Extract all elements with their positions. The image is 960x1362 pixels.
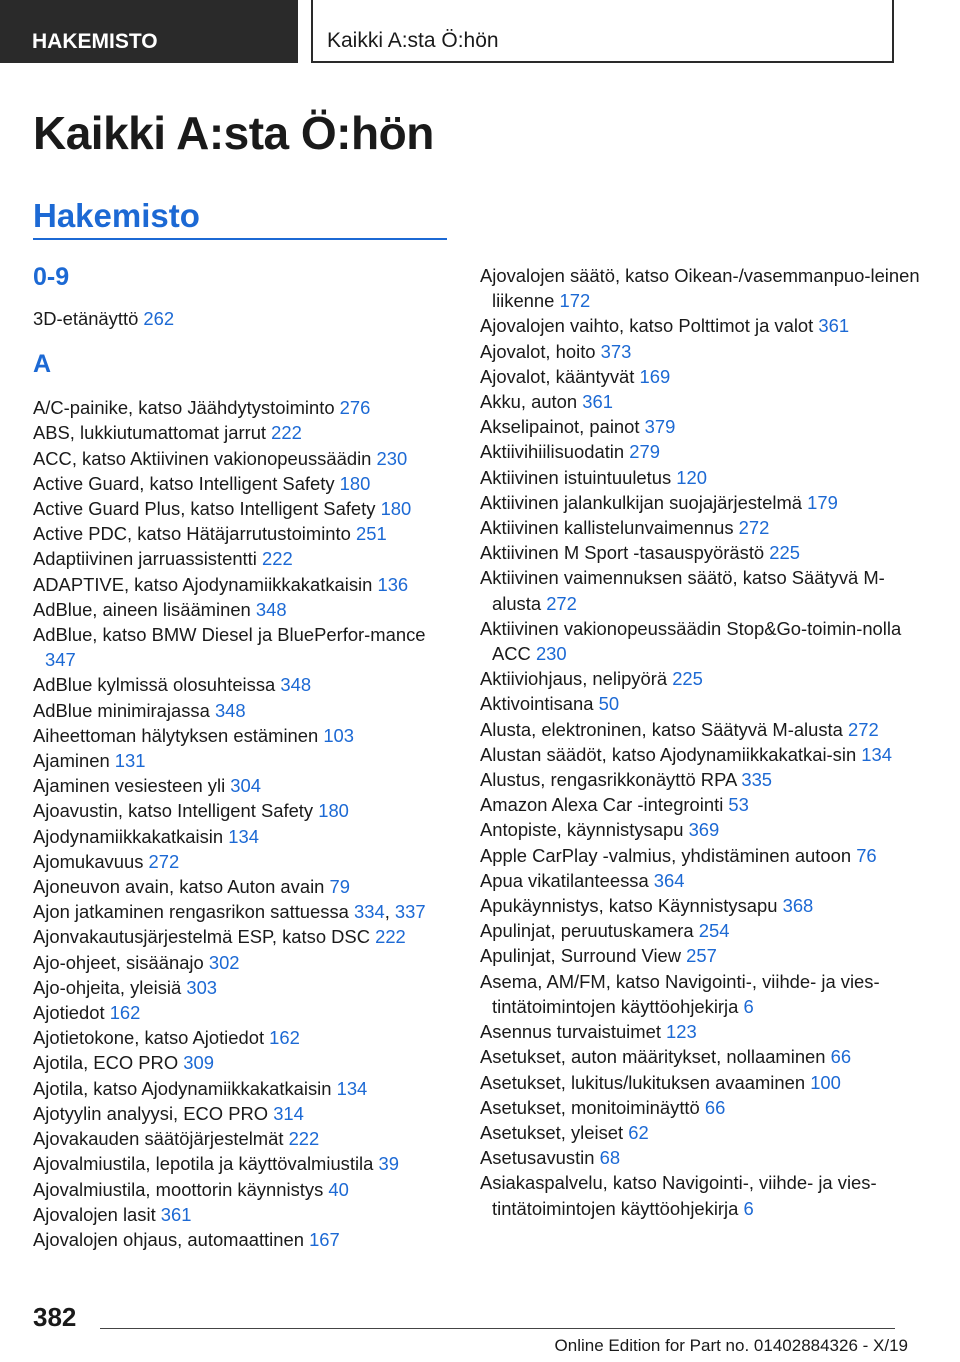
page-reference-link[interactable]: 62 (628, 1121, 649, 1143)
index-entry (480, 691, 920, 716)
index-entry (33, 874, 453, 899)
index-entry-text: AdBlue, aineen lisääminen (33, 598, 256, 620)
page-reference-link[interactable]: 276 (339, 397, 371, 419)
page-reference-link[interactable]: 302 (208, 951, 240, 973)
index-entry-text: 3D-etänäyttö (33, 308, 144, 329)
index-entry-text: AdBlue minimirajassa (33, 699, 215, 721)
index-entry-text: Asetukset, auton määritykset, nollaaminen (480, 1046, 831, 1068)
index-entry (33, 546, 453, 571)
page-title: Kaikki A:sta Ö:hön (33, 107, 434, 159)
index-entry-text: Asetukset, yleiset (480, 1121, 629, 1143)
page-reference-link[interactable]: 373 (600, 340, 632, 362)
page-reference-link[interactable]: 68 (599, 1147, 621, 1169)
page-reference-link[interactable]: 251 (355, 523, 387, 545)
page-reference-link[interactable]: 272 (546, 592, 577, 614)
index-entry-text: Aiheettoman hälytyksen estäminen (33, 724, 324, 746)
index-entry-text: Ajotila, ECO PRO (33, 1052, 184, 1074)
index-entry-text: AdBlue kylmissä olosuhteissa (33, 674, 281, 696)
page-reference-link[interactable]: 39 (378, 1153, 399, 1175)
index-entry (33, 1126, 453, 1151)
index-entry-text: Ajon jatkaminen rengasrikon sattuessa (33, 901, 354, 923)
page-reference-link[interactable]: 134 (336, 1077, 368, 1099)
index-entry (33, 672, 453, 697)
index-entry (480, 1095, 920, 1120)
index-entry-text: Apukäynnistys, katso Käynnistysapu (480, 895, 783, 917)
index-entry-text: Aktiiviohjaus, nelipyörä (480, 668, 673, 690)
page-reference-link[interactable]: 334 (354, 901, 385, 923)
index-entry (480, 1120, 920, 1145)
index-entry-text: Apua vikatilanteessa (480, 869, 654, 891)
page-reference-link[interactable]: 369 (688, 819, 720, 841)
page-reference-link[interactable]: 361 (818, 315, 850, 337)
index-entry (33, 1000, 453, 1025)
index-entry-text: Aktiivinen vakionopeussäädin Stop&Go-toimin‐nolla ACC (480, 617, 902, 665)
index-entry (480, 1019, 920, 1044)
page-reference-link[interactable]: 172 (559, 290, 591, 312)
index-entry (480, 263, 920, 313)
index-entry (480, 490, 920, 515)
index-entry-text: Aktiivinen jalankulkijan suojajärjestelmä (480, 491, 808, 513)
index-entry-text: Apulinjat, peruutuskamera (480, 920, 699, 942)
section-divider (33, 238, 447, 240)
index-entry (480, 843, 920, 868)
page-reference-link[interactable]: 348 (255, 598, 287, 620)
index-entry (480, 414, 920, 439)
index-entry (33, 975, 453, 1000)
index-entry (480, 515, 920, 540)
index-entry (33, 1151, 453, 1176)
index-entry (33, 824, 453, 849)
page-number: 382 (33, 1302, 77, 1332)
page-reference-link[interactable]: 262 (143, 308, 175, 329)
index-entry (33, 1227, 453, 1252)
index-entry (480, 893, 920, 918)
page-reference-link[interactable]: 368 (782, 895, 814, 917)
page-reference-link[interactable]: 136 (377, 573, 409, 595)
index-entry-text: Asennus turvaistuimet (480, 1021, 667, 1043)
index-column-left (33, 258, 453, 1252)
index-entry (480, 717, 920, 742)
index-entry (33, 1177, 453, 1202)
index-entry-text: Aktiivinen vaimennuksen säätö, katso Säätyvä M-alusta (480, 567, 885, 614)
index-entry-text: Alustan säädöt, katso Ajodynamiikkakatkai‐sin (480, 743, 862, 765)
index-entry (480, 616, 920, 666)
index-entry-text: ADAPTIVE, katso Ajodynamiikkakatkaisin (33, 573, 378, 595)
index-entry (33, 950, 453, 975)
page-reference-link[interactable]: 76 (856, 844, 877, 866)
index-entry (33, 723, 453, 748)
index-entry (480, 918, 920, 943)
page-reference-link[interactable]: 272 (738, 517, 770, 539)
index-entry-text: Asetusavustin (480, 1147, 600, 1169)
page-reference-link[interactable]: 6 (743, 995, 754, 1017)
index-entry (480, 364, 920, 389)
index-entry-text: Antopiste, käynnistysapu (480, 819, 689, 841)
index-entry (33, 306, 453, 331)
index-entry (33, 597, 453, 622)
section-title: Hakemisto (33, 197, 200, 234)
index-entry (33, 798, 453, 823)
index-entry-text: Aktiivinen M Sport -tasauspyörästö (480, 542, 770, 564)
page-reference-link[interactable]: 309 (183, 1052, 214, 1074)
page-reference-link[interactable]: 279 (629, 441, 660, 463)
index-entry-text: Ajovalot, hoito (480, 340, 601, 362)
page-reference-link[interactable]: 222 (375, 926, 406, 948)
index-entry-text: A/C-painike, katso Jäähdytystoiminto (33, 397, 340, 419)
page-reference-link[interactable]: 225 (769, 542, 800, 564)
index-entry (480, 1070, 920, 1095)
index-entry (480, 465, 920, 490)
page-reference-link[interactable]: 169 (639, 365, 671, 387)
page-reference-link[interactable]: 131 (114, 750, 146, 772)
page-reference-link[interactable]: 272 (148, 850, 180, 872)
page-reference-link[interactable]: 225 (672, 668, 703, 690)
index-entry-text: Ajotyylin analyysi, ECO PRO (33, 1102, 274, 1124)
index-entry (480, 943, 920, 968)
page-reference-link[interactable]: 100 (810, 1071, 841, 1093)
page-reference-link[interactable]: 222 (261, 548, 293, 570)
index-entry (480, 792, 920, 817)
index-entry-text: Aktiivihiilisuodatin (480, 441, 630, 463)
index-entry-text: Ajovakauden säätöjärjestelmät (33, 1128, 289, 1150)
index-entry: Ajon jatkaminen rengasrikon sattuessa 334, 337 (33, 901, 426, 923)
page-reference-link[interactable]: 257 (686, 945, 717, 967)
index-entry (480, 439, 920, 464)
index-entry (480, 817, 920, 842)
index-entry (33, 924, 453, 949)
index-entry-text: ABS, lukkiutumattomat jarrut (33, 422, 272, 444)
index-entry-text: Active Guard Plus, katso Intelligent Safety (33, 498, 381, 520)
index-entry (33, 1101, 453, 1126)
header-chapter-tab: Kaikki A:sta Ö:hön (311, 0, 894, 63)
page-reference-link[interactable]: 272 (848, 718, 879, 740)
index-entry (480, 1044, 920, 1069)
page-reference-link[interactable]: 53 (728, 794, 749, 816)
page-reference-link[interactable]: 180 (318, 800, 349, 822)
page-reference-link[interactable]: 303 (186, 976, 218, 998)
index-entry-text: Alustus, rengasrikkonäyttö RPA (480, 769, 742, 791)
index-entry-text: Amazon Alexa Car -integrointi (480, 794, 729, 816)
index-entry-text: Aktivointisana (480, 693, 599, 715)
index-entry-text: Ajomukavuus (33, 850, 149, 872)
index-entry (480, 969, 920, 1019)
page-reference-link[interactable]: 348 (280, 674, 312, 696)
header-section-tab: HAKEMISTO (0, 0, 298, 63)
index-entry-text: Ajoneuvon avain, katso Auton avain (33, 876, 330, 898)
index-entry (480, 868, 920, 893)
index-entry (33, 849, 453, 874)
index-letter-heading: A (33, 350, 52, 379)
index-entry-text: Ajaminen (33, 750, 115, 772)
index-entry-text: AdBlue, katso BMW Diesel ja BluePerfor‐mance (33, 624, 426, 646)
index-entry-text: Asetukset, monitoiminäyttö (480, 1096, 705, 1118)
index-entry (33, 748, 453, 773)
index-entry (33, 420, 453, 445)
index-entry-text: Ajonvakautusjärjestelmä ESP, katso DSC (33, 926, 376, 948)
index-entry (33, 446, 453, 471)
page-reference-link[interactable]: 134 (228, 825, 259, 847)
index-entry (480, 389, 920, 414)
page-reference-link[interactable]: 103 (323, 724, 355, 746)
index-entry (33, 1025, 453, 1050)
page-reference-link[interactable]: 379 (644, 416, 676, 438)
index-entry-text: Aktiivinen istuintuuletus (480, 466, 677, 488)
page-reference-link[interactable]: 6 (743, 1197, 754, 1219)
index-entry (33, 521, 453, 546)
index-entry-text: Ajovalojen vaihto, katso Polttimot ja valot (480, 315, 819, 337)
index-entry (480, 339, 920, 364)
index-entry (480, 1145, 920, 1170)
page-reference-link[interactable]: 50 (598, 693, 620, 715)
page-reference-link[interactable]: 179 (807, 491, 838, 513)
index-entry (480, 565, 920, 615)
index-entry-text: Active Guard, katso Intelligent Safety (33, 472, 340, 494)
index-entry (33, 1076, 453, 1101)
index-entry-text: Ajo-ohjeet, sisäänajo (33, 951, 209, 973)
page-reference-link[interactable]: 180 (339, 472, 371, 494)
page-reference-link[interactable]: 162 (269, 1027, 300, 1049)
index-entry-text: Aktiivinen kallistelunvaimennus (480, 517, 739, 539)
index-entry-text: ACC, katso Aktiivinen vakionopeussäädin (33, 447, 377, 469)
index-entry (480, 540, 920, 565)
index-entry (480, 313, 920, 338)
page-reference-link[interactable]: 361 (160, 1203, 192, 1225)
index-entry-text: Ajovalmiustila, moottorin käynnistys (33, 1178, 329, 1200)
index-entry (33, 622, 453, 672)
page-reference-link[interactable]: 314 (273, 1102, 304, 1124)
page-reference-link[interactable]: 66 (704, 1096, 726, 1118)
index-entry (33, 698, 453, 723)
index-entry (480, 1170, 920, 1220)
page-reference-link[interactable]: 180 (380, 498, 412, 520)
page-reference-link[interactable]: 167 (309, 1228, 340, 1250)
page-reference-link[interactable]: 347 (45, 649, 76, 671)
page-reference-link[interactable]: 304 (230, 775, 261, 797)
page-reference-link[interactable]: 337 (394, 901, 426, 923)
index-entry (480, 767, 920, 792)
page-reference-link[interactable]: 66 (830, 1046, 852, 1068)
index-entry-text: Ajovalojen lasit (33, 1203, 161, 1225)
index-entry-text: Asiakaspalvelu, katso Navigointi-, viihde- ja vies‐tintätoimintojen käyttöohjekirja (480, 1172, 877, 1219)
index-entry-text: Alusta, elektroninen, katso Säätyvä M-alusta (480, 718, 849, 740)
index-entry-text: Ajotietokone, katso Ajotiedot (33, 1027, 270, 1049)
page-reference-link[interactable]: 79 (329, 876, 350, 898)
page-reference-link[interactable]: 222 (271, 422, 302, 444)
index-letter-heading: 0-9 (33, 263, 70, 291)
index-entry (33, 773, 453, 798)
footer-edition: Online Edition for Part no. 01402884326 - X/19 (554, 1336, 908, 1355)
index-entry-text: Asema, AM/FM, katso Navigointi-, viihde- ja vies‐tintätoimintojen käyttöohjekirja (480, 970, 880, 1017)
index-entry-text: Ajovalojen säätö, katso Oikean-/vasemmanpuo‐leinen liikenne (480, 265, 920, 312)
index-column-right (480, 263, 920, 1221)
index-entry-text: Apulinjat, Surround View (480, 945, 687, 967)
index-entry-text: Akselipainot, painot (480, 416, 645, 438)
page-reference-link[interactable]: 361 (582, 391, 613, 413)
index-entry-text: Active PDC, katso Hätäjarrutustoiminto (33, 523, 356, 545)
page-reference-link[interactable]: 123 (666, 1021, 697, 1043)
index-entry-text: Ajovalmiustila, lepotila ja käyttövalmiustila (33, 1153, 379, 1175)
index-entry-text: Asetukset, lukitus/lukituksen avaaminen (480, 1071, 811, 1093)
index-entry (33, 471, 453, 496)
footer-divider (100, 1328, 895, 1329)
index-entry-text: Apple CarPlay -valmius, yhdistäminen autoon (480, 844, 857, 866)
page-reference-link[interactable]: 364 (653, 869, 685, 891)
index-entry-text: Ajoavustin, katso Intelligent Safety (33, 800, 319, 822)
index-entry-text: Ajovalojen ohjaus, automaattinen (33, 1228, 310, 1250)
index-entry-text: Ajo-ohjeita, yleisiä (33, 976, 187, 998)
index-entry-text: Ajodynamiikkakatkaisin (33, 825, 229, 847)
index-entry (33, 395, 453, 420)
index-entry-text: Adaptiivinen jarruassistentti (33, 548, 262, 570)
index-entry-text: Akku, auton (480, 391, 583, 413)
page-reference-link[interactable]: 348 (214, 699, 246, 721)
page-reference-link[interactable]: 230 (376, 447, 408, 469)
page-reference-link[interactable]: 40 (328, 1178, 349, 1200)
index-entry (33, 1202, 453, 1227)
index-entry (33, 572, 453, 597)
index-entry-text: Ajotiedot (33, 1002, 110, 1024)
page-reference-link[interactable]: 230 (535, 643, 567, 665)
index-entry-text: Ajovalot, kääntyvät (480, 365, 640, 387)
page-reference-link[interactable]: 254 (698, 920, 730, 942)
index-entry (480, 742, 920, 767)
index-entry (480, 666, 920, 691)
page-reference-link[interactable]: 222 (288, 1128, 320, 1150)
page-reference-link[interactable]: 120 (676, 466, 707, 488)
index-entry (33, 1050, 453, 1075)
index-entry-text: Ajaminen vesiesteen yli (33, 775, 231, 797)
index-entry-text: Ajotila, katso Ajodynamiikkakatkaisin (33, 1077, 337, 1099)
page-reference-link[interactable]: 335 (741, 769, 773, 791)
page-reference-link[interactable]: 162 (109, 1002, 141, 1024)
index-entry (33, 496, 453, 521)
page-reference-link[interactable]: 134 (861, 743, 892, 765)
